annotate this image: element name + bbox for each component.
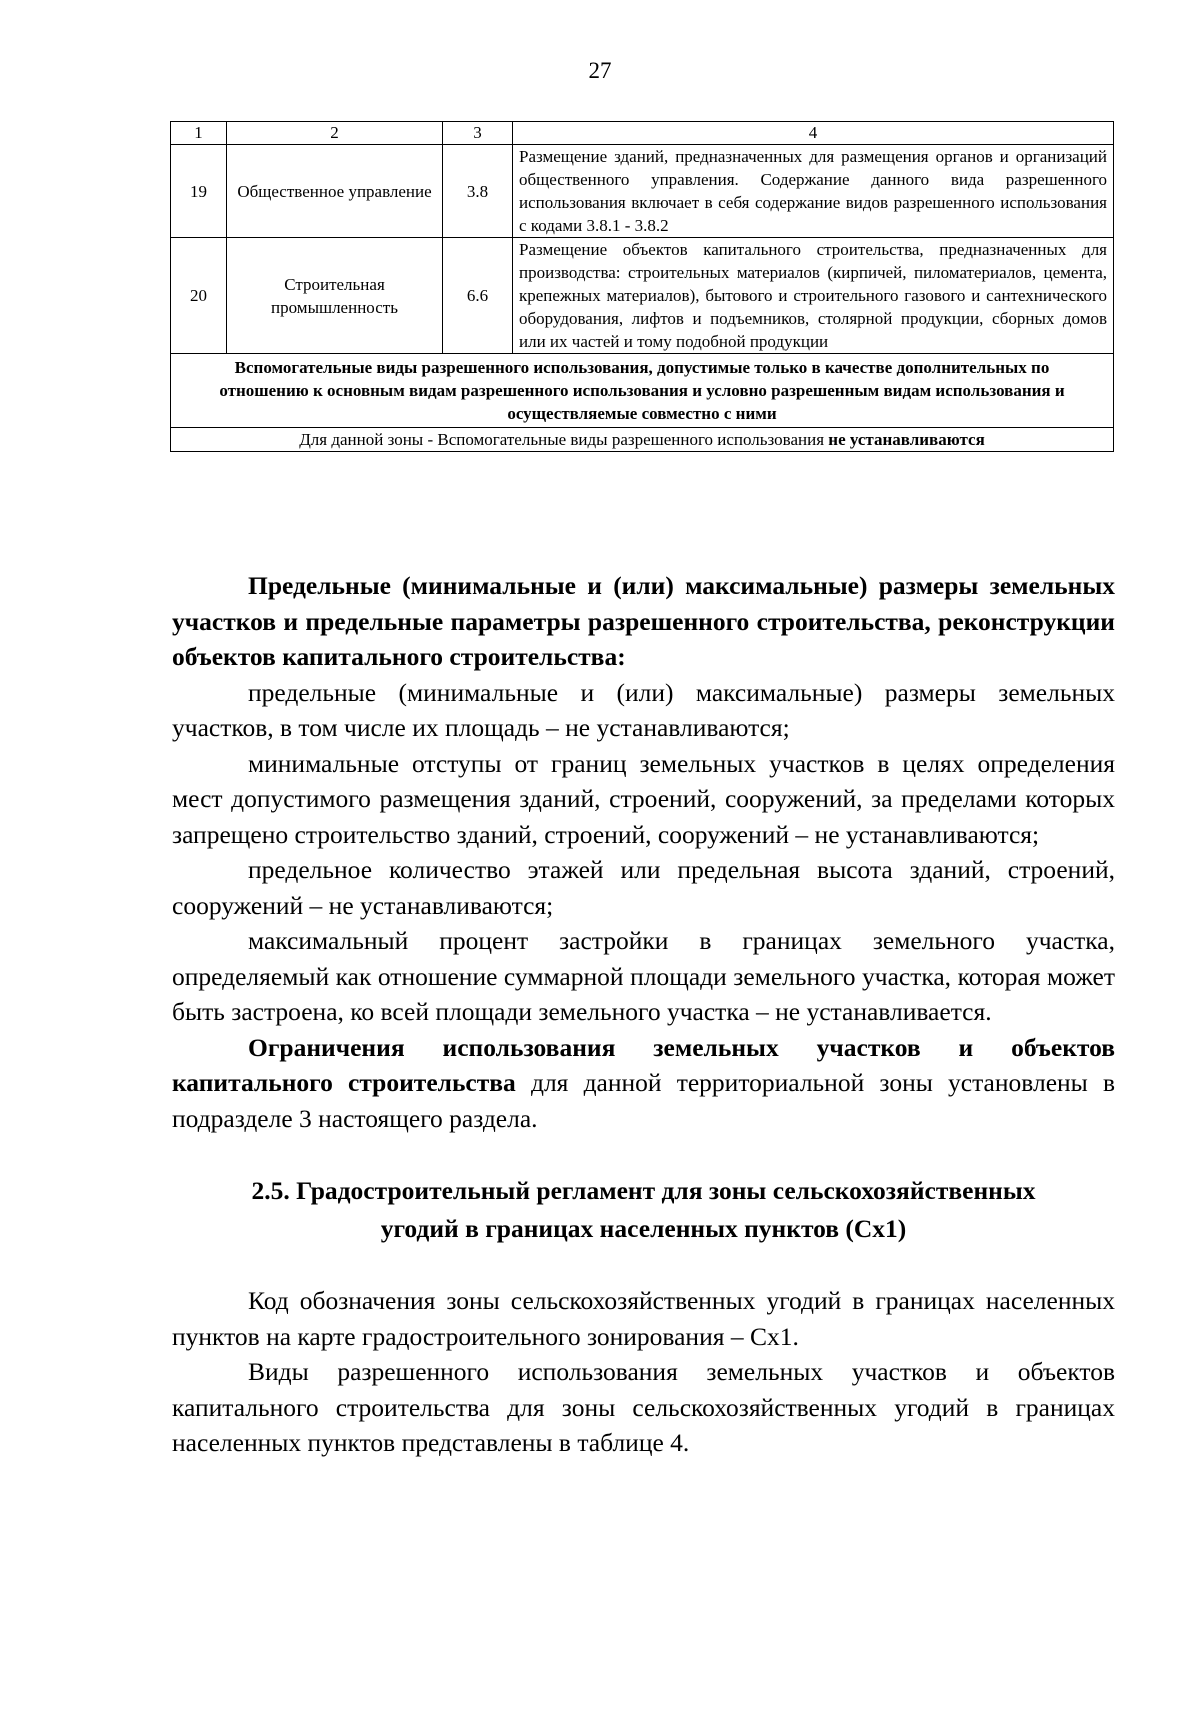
table-header-row — [171, 122, 1114, 145]
paragraph-restrictions — [172, 1030, 1115, 1137]
auxiliary-note-bold: не устанавливаются — [828, 430, 985, 449]
header-cell-1: 1 — [171, 122, 227, 145]
main-text — [172, 568, 1115, 1461]
header-cell-4: 4 — [513, 122, 1114, 145]
permitted-use-table — [170, 121, 1114, 452]
auxiliary-note-row — [171, 428, 1114, 452]
restrictions-rest: для данной территориальной зоны установлены в подразделе 3 настоящего раздела. — [172, 1068, 1115, 1133]
use-type-code: 6.6 — [443, 238, 513, 354]
header-cell-2: 2 — [227, 122, 443, 145]
paragraph-coverage: максимальный процент застройки в границах земельного участка, определяемый как отношение суммарной площади земельного участка, которая может быть застроена, ко всей площади земельного участка – не устанавливается. — [172, 926, 1115, 1026]
header-cell-3: 3 — [443, 122, 513, 145]
paragraph-setbacks: минимальные отступы от границ земельных участков в целях определения мест допустимого размещения зданий, строений, сооружений, за пределами которых запрещено строительство зданий, строений, сооружений – не устанавливаются; — [172, 748, 1115, 849]
paragraph-plot-sizes: предельные (минимальные и (или) максимальные) размеры земельных участков, в том числе их площадь – не устанавливаются; — [172, 677, 1115, 742]
paragraph-use-types: Виды разрешенного использования земельных участков и объектов капитального строительства для зоны сельскохозяйственных угодий в границах населенных пунктов представлены в таблице 4. — [172, 1357, 1115, 1457]
use-type-description: Размещение зданий, предназначенных для размещения органов и организаций общественного управления. Содержание данного вида разрешенного использования включает в себя содержание видов разрешенного использования с кодами 3.8.1 - 3.8.2 — [513, 145, 1114, 238]
section-title-line-2: угодий в границах населенных пунктов (Сх1) — [380, 1214, 907, 1243]
row-number: 20 — [171, 238, 227, 354]
use-type-name: Строительная промышленность — [227, 238, 443, 354]
auxiliary-heading-row — [171, 354, 1114, 428]
page-number: 27 — [588, 58, 612, 83]
use-type-name: Общественное управление — [227, 145, 443, 238]
use-type-description: Размещение объектов капитального строительства, предназначенных для производства: строительных материалов (кирпичей, пиломатериалов, цемента, крепежных материалов), бытового и строительного газового и сантехнического оборудования, лифтов и подъемников, столярной продукции, сборных домов или их частей и тому подобной продукции — [513, 238, 1114, 354]
use-type-code: 3.8 — [443, 145, 513, 238]
auxiliary-note-prefix: Для данной зоны - Вспомогательные виды разрешенного использования — [299, 430, 825, 449]
paragraph-zone-code: Код обозначения зоны сельскохозяйственных угодий в границах населенных пунктов на карте градостроительного зонирования – Сх1. — [172, 1286, 1115, 1351]
table-row — [171, 145, 1114, 238]
limits-heading: Предельные (минимальные и (или) максимальные) размеры земельных участков и предельные параметры разрешенного строительства, реконструкции объектов капитального строительства: — [172, 571, 1115, 671]
section-title-line-1: 2.5. Градостроительный регламент для зоны сельскохозяйственных — [251, 1176, 1036, 1205]
auxiliary-heading: Вспомогательные виды разрешенного использования, допустимые только в качестве дополнительных по отношению к основным видам разрешенного использования и условно разрешенным видам использования и осуществляемые совместно с ними — [171, 354, 1114, 428]
restrictions-bold: Ограничения использования земельных участков и объектов капитального строительства — [172, 1032, 1115, 1097]
row-number: 19 — [171, 145, 227, 238]
table-row — [171, 238, 1114, 354]
paragraph-floors: предельное количество этажей или предельная высота зданий, строений, сооружений – не устанавливаются; — [172, 855, 1115, 920]
auxiliary-note — [171, 428, 1114, 452]
section-title — [172, 1172, 1115, 1248]
